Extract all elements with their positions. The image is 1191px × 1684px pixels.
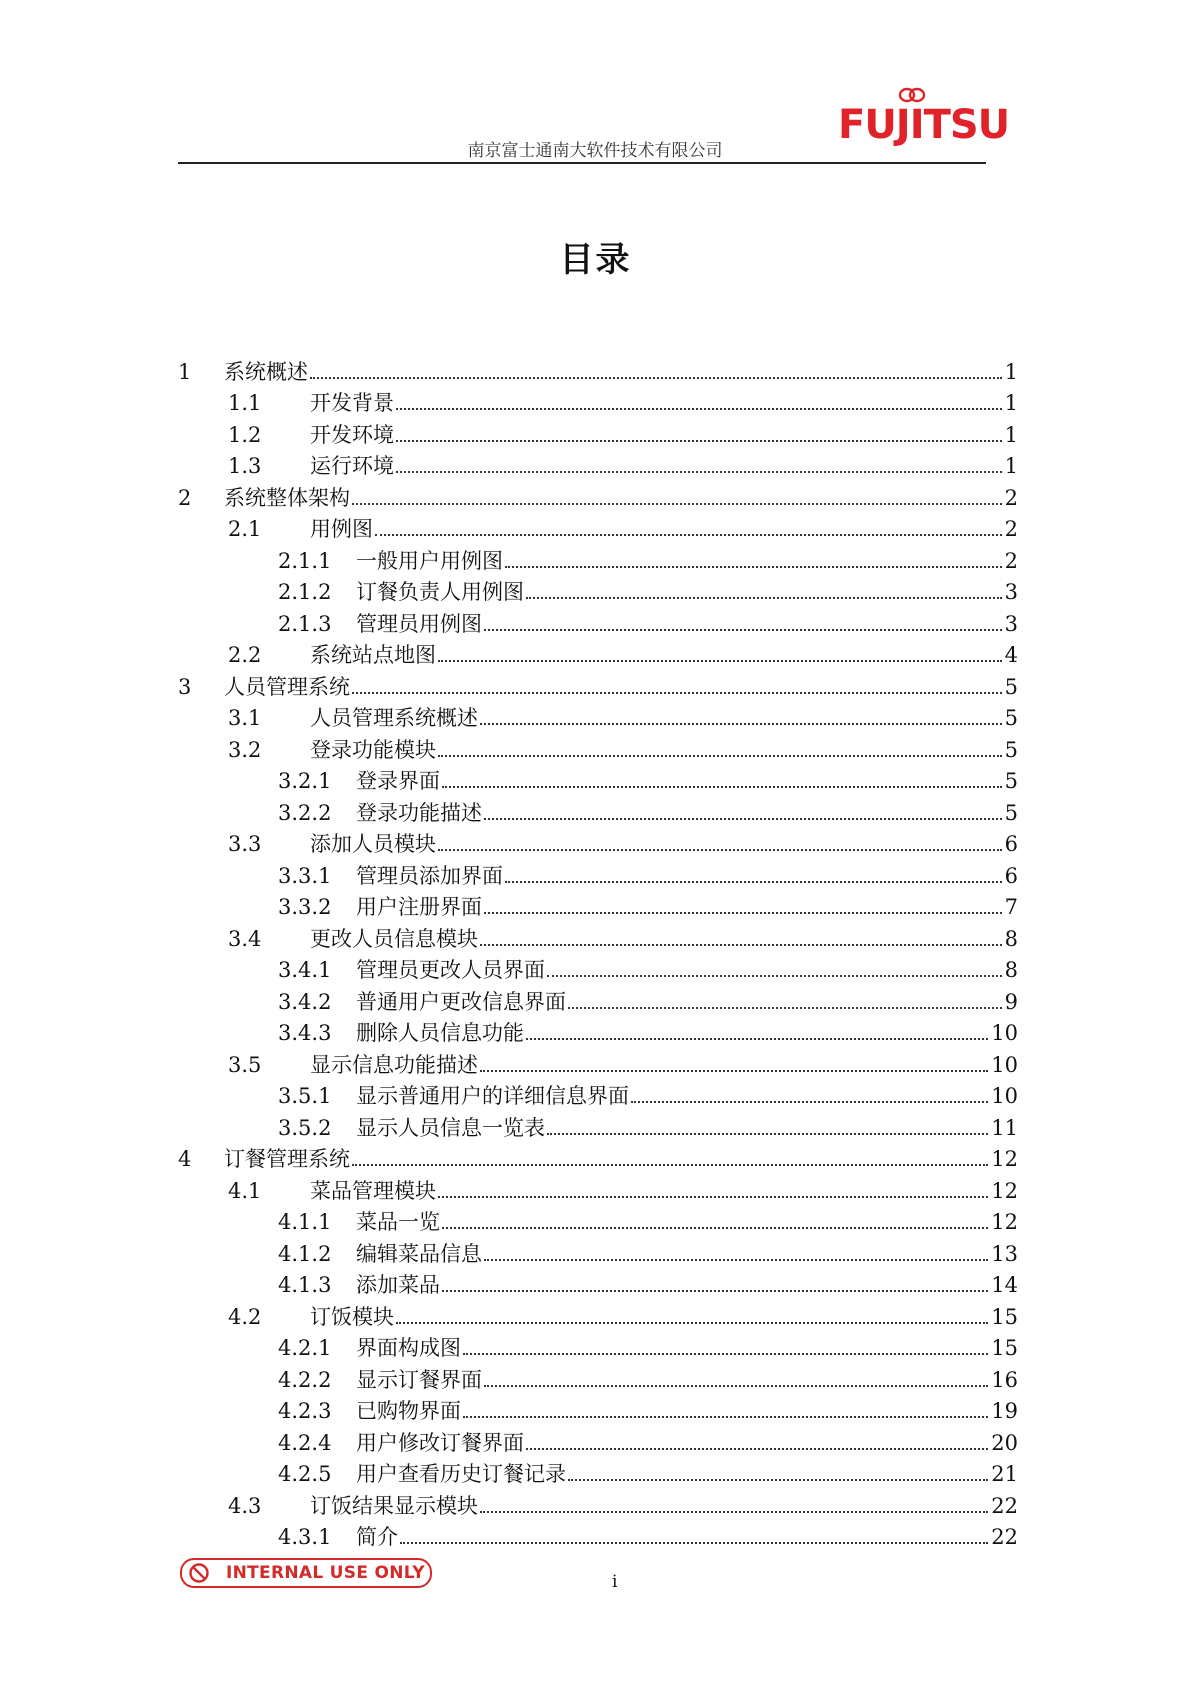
toc-entry-page: 1 (1004, 359, 1018, 384)
toc-entry-page: 1 (1004, 454, 1018, 478)
toc-entry-page: 2 (1004, 517, 1018, 541)
toc-entry[interactable] (178, 636, 1018, 668)
toc-entry-title: 开发背景 (310, 391, 394, 415)
toc-entry-number: 2.2 (228, 643, 262, 667)
toc-entry[interactable] (178, 1486, 1018, 1518)
toc-entry-page: 3 (1004, 580, 1018, 604)
toc-dot-leader (484, 1259, 988, 1261)
toc-entry-number: 2.1 (228, 517, 262, 541)
toc-entry-title: 界面构成图 (356, 1336, 461, 1360)
toc-entry[interactable] (178, 1455, 1018, 1487)
page-title: 目录 (559, 240, 632, 280)
toc-entry-page: 14 (991, 1273, 1018, 1297)
toc-entry-page: 4 (1004, 643, 1018, 667)
toc-entry-page: 5 (1004, 800, 1018, 825)
toc-entry-number: 3.4.2 (278, 989, 332, 1014)
toc-dot-leader (568, 1479, 988, 1481)
toc-entry[interactable] (178, 825, 1018, 857)
toc-entry-number: 4.2.4 (278, 1430, 332, 1455)
toc-entry-title: 订餐负责人用例图 (356, 580, 524, 604)
toc-entry-title: 系统整体架构 (224, 485, 350, 510)
toc-entry-number: 3.4.3 (278, 1021, 332, 1045)
toc-dot-leader (480, 1070, 988, 1072)
toc-entry-page: 22 (991, 1493, 1018, 1518)
toc-dot-leader (505, 566, 1002, 568)
toc-dot-leader (526, 597, 1002, 599)
toc-dot-leader (480, 944, 1002, 946)
toc-entry[interactable] (178, 604, 1018, 636)
toc-entry-page: 10 (991, 1021, 1018, 1045)
toc-entry-title: 登录界面 (356, 769, 440, 793)
toc-entry-title: 登录功能描述 (356, 800, 482, 825)
toc-dot-leader (438, 1196, 988, 1198)
toc-entry-number: 4.2.1 (278, 1336, 332, 1360)
toc-entry-number: 3.4 (228, 926, 262, 951)
toc-entry-number: 3.5.2 (278, 1115, 332, 1140)
toc-dot-leader (480, 1511, 988, 1513)
toc-entry-title: 系统站点地图 (310, 643, 436, 667)
toc-entry-title: 管理员用例图 (356, 611, 482, 636)
toc-dot-leader (505, 881, 1002, 883)
toc-entry[interactable] (178, 762, 1018, 794)
toc-entry-title: 显示普通用户的详细信息界面 (356, 1084, 629, 1108)
toc-entry-page: 16 (991, 1367, 1018, 1392)
toc-entry-number: 3.5.1 (278, 1084, 332, 1108)
toc-entry[interactable] (178, 919, 1018, 951)
toc-entry-page: 10 (991, 1084, 1018, 1108)
toc-entry-page: 13 (991, 1241, 1018, 1266)
toc-entry-number: 1 (178, 359, 192, 384)
toc-entry[interactable] (178, 793, 1018, 825)
toc-entry-page: 5 (1004, 769, 1018, 793)
toc-entry[interactable] (178, 856, 1018, 888)
toc-entry[interactable] (178, 699, 1018, 731)
toc-dot-leader (396, 408, 1002, 410)
toc-entry-page: 20 (991, 1430, 1018, 1455)
fujitsu-logo (838, 84, 1010, 154)
toc-dot-leader (352, 1164, 988, 1166)
toc-entry-number: 3 (178, 674, 192, 699)
toc-entry-title: 简介 (356, 1525, 398, 1549)
toc-entry[interactable] (178, 982, 1018, 1014)
toc-entry-title: 运行环境 (310, 454, 394, 478)
toc-entry-page: 7 (1004, 895, 1018, 919)
toc-dot-leader (352, 692, 1002, 694)
toc-entry-page: 1 (1004, 422, 1018, 447)
toc-entry[interactable] (178, 1203, 1018, 1235)
toc-dot-leader (352, 503, 1002, 505)
toc-entry-title: 订餐管理系统 (224, 1147, 350, 1171)
toc-entry[interactable] (178, 1423, 1018, 1455)
toc-entry[interactable] (178, 888, 1018, 920)
toc-entry-page: 21 (991, 1462, 1018, 1486)
toc-entry-title: 登录功能模块 (310, 737, 436, 762)
toc-entry-title: 显示信息功能描述 (310, 1052, 478, 1077)
toc-entry-page: 5 (1004, 737, 1018, 762)
toc-entry-title: 用户查看历史订餐记录 (356, 1462, 566, 1486)
toc-entry[interactable] (178, 573, 1018, 605)
toc-dot-leader (526, 1038, 988, 1040)
toc-entry-number: 1.3 (228, 454, 262, 478)
toc-entry-number: 2.1.1 (278, 548, 332, 573)
toc-entry-number: 3.3.2 (278, 895, 332, 919)
toc-entry-page: 19 (991, 1399, 1018, 1423)
toc-entry-title: 人员管理系统 (224, 674, 350, 699)
toc-entry-title: 显示订餐界面 (356, 1367, 482, 1392)
toc-entry[interactable] (178, 447, 1018, 479)
toc-entry-number: 1.1 (228, 391, 262, 415)
toc-entry[interactable] (178, 1297, 1018, 1329)
toc-entry-number: 3.2.1 (278, 769, 332, 793)
toc-entry-number: 4.3 (228, 1493, 262, 1518)
toc-entry[interactable] (178, 1171, 1018, 1203)
toc-entry[interactable] (178, 510, 1018, 542)
toc-entry-page: 2 (1004, 548, 1018, 573)
toc-entry[interactable] (178, 1360, 1018, 1392)
toc-entry-title: 添加人员模块 (310, 832, 436, 856)
toc-entry-page: 22 (991, 1525, 1018, 1549)
toc-entry-number: 4.1.2 (278, 1241, 332, 1266)
toc-dot-leader (375, 534, 1002, 536)
toc-entry-number: 4.2 (228, 1304, 262, 1329)
toc-entry[interactable] (178, 951, 1018, 983)
toc-dot-leader (396, 471, 1002, 473)
toc-dot-leader (310, 377, 1002, 379)
toc-entry-title: 已购物界面 (356, 1399, 461, 1423)
toc-entry-page: 6 (1004, 832, 1018, 856)
toc-dot-leader (484, 912, 1002, 914)
toc-dot-leader (480, 723, 1002, 725)
toc-entry-page: 8 (1004, 958, 1018, 982)
toc-dot-leader (484, 629, 1002, 631)
toc-entry-number: 4.2.3 (278, 1399, 332, 1423)
toc-dot-leader (442, 786, 1002, 788)
toc-dot-leader (438, 849, 1002, 851)
table-of-contents (178, 352, 1018, 1549)
toc-entry-title: 删除人员信息功能 (356, 1021, 524, 1045)
toc-entry-title: 显示人员信息一览表 (356, 1115, 545, 1140)
toc-entry-number: 3.3.1 (278, 863, 332, 888)
toc-dot-leader (396, 440, 1002, 442)
toc-entry-title: 开发环境 (310, 422, 394, 447)
toc-entry-number: 3.3 (228, 832, 262, 856)
toc-entry-title: 管理员添加界面 (356, 863, 503, 888)
toc-entry-title: 用户注册界面 (356, 895, 482, 919)
toc-entry-page: 15 (991, 1336, 1018, 1360)
toc-entry-page: 8 (1004, 926, 1018, 951)
toc-dot-leader (484, 1385, 988, 1387)
toc-entry-page: 12 (991, 1210, 1018, 1234)
toc-entry-number: 4.3.1 (278, 1525, 332, 1549)
toc-entry-number: 3.4.1 (278, 958, 332, 982)
toc-dot-leader (547, 975, 1002, 977)
toc-entry-page: 10 (991, 1052, 1018, 1077)
toc-entry-page: 5 (1004, 706, 1018, 730)
toc-entry-title: 订饭结果显示模块 (310, 1493, 478, 1518)
toc-dot-leader (484, 818, 1002, 820)
toc-entry-page: 5 (1004, 674, 1018, 699)
toc-entry[interactable] (178, 352, 1018, 384)
toc-entry-number: 2.1.3 (278, 611, 332, 636)
toc-entry-number: 4.1.1 (278, 1210, 332, 1234)
toc-entry-number: 3.2 (228, 737, 262, 762)
internal-use-badge (180, 1558, 432, 1588)
toc-dot-leader (568, 1007, 1002, 1009)
toc-entry-title: 用例图 (310, 517, 373, 541)
toc-entry[interactable] (178, 1266, 1018, 1298)
toc-entry-page: 1 (1004, 391, 1018, 415)
toc-entry-title: 编辑菜品信息 (356, 1241, 482, 1266)
toc-dot-leader (631, 1101, 988, 1103)
toc-entry-number: 4.1 (228, 1178, 262, 1203)
toc-entry[interactable] (178, 1045, 1018, 1077)
toc-entry[interactable] (178, 1140, 1018, 1172)
toc-entry-title: 用户修改订餐界面 (356, 1430, 524, 1455)
toc-entry-title: 系统概述 (224, 359, 308, 384)
toc-dot-leader (442, 1290, 988, 1292)
toc-entry[interactable] (178, 1014, 1018, 1046)
toc-entry-page: 3 (1004, 611, 1018, 636)
toc-dot-leader (396, 1322, 988, 1324)
toc-entry-page: 15 (991, 1304, 1018, 1329)
toc-entry[interactable] (178, 1392, 1018, 1424)
toc-dot-leader (438, 660, 1002, 662)
toc-entry-number: 4 (178, 1147, 192, 1171)
toc-entry-page: 2 (1004, 485, 1018, 510)
toc-entry-number: 4.2.5 (278, 1462, 332, 1486)
page-number: i (612, 1572, 618, 1592)
toc-entry-number: 2.1.2 (278, 580, 332, 604)
prohibited-icon (188, 1562, 210, 1584)
toc-entry[interactable] (178, 541, 1018, 573)
toc-entry-title: 菜品管理模块 (310, 1178, 436, 1203)
toc-entry-number: 3.5 (228, 1052, 262, 1077)
toc-dot-leader (400, 1542, 988, 1544)
toc-entry[interactable] (178, 667, 1018, 699)
toc-entry-title: 管理员更改人员界面 (356, 958, 545, 982)
toc-dot-leader (547, 1133, 988, 1135)
toc-entry-number: 3.1 (228, 706, 262, 730)
toc-entry[interactable] (178, 1108, 1018, 1140)
toc-entry-page: 11 (991, 1115, 1018, 1140)
toc-entry-title: 普通用户更改信息界面 (356, 989, 566, 1014)
toc-entry-title: 更改人员信息模块 (310, 926, 478, 951)
toc-entry-title: 菜品一览 (356, 1210, 440, 1234)
toc-dot-leader (526, 1448, 988, 1450)
toc-entry-title: 订饭模块 (310, 1304, 394, 1329)
toc-entry-number: 1.2 (228, 422, 262, 447)
toc-dot-leader (463, 1353, 988, 1355)
toc-dot-leader (442, 1227, 988, 1229)
toc-entry-page: 12 (991, 1147, 1018, 1171)
toc-entry-page: 12 (991, 1178, 1018, 1203)
company-name: 南京富士通南大软件技术有限公司 (467, 141, 723, 161)
toc-dot-leader (438, 755, 1002, 757)
toc-entry-number: 2 (178, 485, 192, 510)
header-divider (178, 162, 986, 164)
toc-entry-title: 一般用户用例图 (356, 548, 503, 573)
toc-entry-page: 9 (1004, 989, 1018, 1014)
toc-entry[interactable] (178, 1234, 1018, 1266)
toc-entry[interactable] (178, 730, 1018, 762)
toc-entry[interactable] (178, 1077, 1018, 1109)
toc-entry-number: 4.1.3 (278, 1273, 332, 1297)
toc-entry-number: 3.2.2 (278, 800, 332, 825)
toc-entry-title: 人员管理系统概述 (310, 706, 478, 730)
toc-entry[interactable] (178, 415, 1018, 447)
toc-entry[interactable] (178, 1518, 1018, 1550)
toc-entry-number: 4.2.2 (278, 1367, 332, 1392)
toc-entry[interactable] (178, 1329, 1018, 1361)
toc-dot-leader (463, 1416, 988, 1418)
toc-entry-page: 6 (1004, 863, 1018, 888)
badge-text: INTERNAL USE ONLY (226, 1563, 425, 1583)
logo-text: FUJITSU (838, 102, 1010, 148)
toc-entry-title: 添加菜品 (356, 1273, 440, 1297)
toc-entry[interactable] (178, 478, 1018, 510)
toc-entry[interactable] (178, 384, 1018, 416)
